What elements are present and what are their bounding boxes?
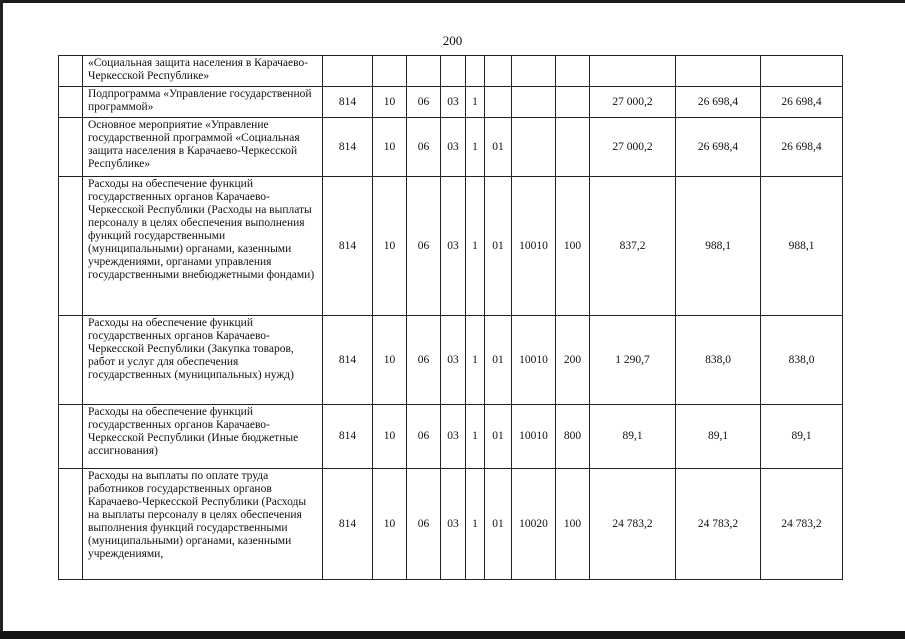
subsection-code xyxy=(407,56,441,87)
program-code: 03 xyxy=(441,177,466,316)
table-row xyxy=(59,316,843,405)
ministry-code: 814 xyxy=(323,469,373,580)
amount-1: 89,1 xyxy=(590,405,676,469)
row-index-cell xyxy=(59,469,83,580)
amount-2: 838,0 xyxy=(676,316,761,405)
subprogram-code: 1 xyxy=(466,316,485,405)
subsection-code: 06 xyxy=(407,87,441,118)
event-code: 01 xyxy=(485,316,512,405)
amount-1: 24 783,2 xyxy=(590,469,676,580)
event-code xyxy=(485,87,512,118)
amount-3: 838,0 xyxy=(761,316,843,405)
section-code: 10 xyxy=(373,177,407,316)
direction-code: 10020 xyxy=(512,469,556,580)
direction-code: 10010 xyxy=(512,405,556,469)
table-row xyxy=(59,87,843,118)
direction-code xyxy=(512,87,556,118)
row-name: Расходы на выплаты по оплате труда работников государственных органов Карачаево-Черкесской Республики (Расходы на выплаты персоналу в целях обеспечения выполнения функций государственными (муниципальными) органами, казенными учреждениями, xyxy=(83,469,323,580)
expense-type-code xyxy=(556,56,590,87)
budget-table xyxy=(58,55,843,580)
row-index-cell xyxy=(59,118,83,177)
ministry-code: 814 xyxy=(323,316,373,405)
amount-2: 988,1 xyxy=(676,177,761,316)
event-code: 01 xyxy=(485,469,512,580)
table-row xyxy=(59,405,843,469)
subprogram-code: 1 xyxy=(466,87,485,118)
ministry-code xyxy=(323,56,373,87)
amount-3: 26 698,4 xyxy=(761,87,843,118)
amount-1 xyxy=(590,56,676,87)
amount-2: 26 698,4 xyxy=(676,118,761,177)
page-number: 200 xyxy=(442,33,463,48)
row-name: Расходы на обеспечение функций государственных органов Карачаево-Черкесской Республики (Расходы на выплаты персоналу в целях обеспечения выполнения функций государственными (муниципальными) органами, казенными учреждениями, органами управления государственными внебюджетными фондами) xyxy=(83,177,323,316)
row-name: «Социальная защита населения в Карачаево-Черкесской Республике» xyxy=(83,56,323,87)
event-code: 01 xyxy=(485,177,512,316)
program-code: 03 xyxy=(441,87,466,118)
amount-3: 26 698,4 xyxy=(761,118,843,177)
direction-code xyxy=(512,118,556,177)
amount-2 xyxy=(676,56,761,87)
subprogram-code xyxy=(466,56,485,87)
direction-code: 10010 xyxy=(512,177,556,316)
expense-type-code: 200 xyxy=(556,316,590,405)
subprogram-code: 1 xyxy=(466,177,485,316)
subsection-code: 06 xyxy=(407,469,441,580)
program-code xyxy=(441,56,466,87)
row-index-cell xyxy=(59,316,83,405)
expense-type-code xyxy=(556,87,590,118)
section-code: 10 xyxy=(373,316,407,405)
amount-1: 27 000,2 xyxy=(590,118,676,177)
ministry-code: 814 xyxy=(323,118,373,177)
program-code: 03 xyxy=(441,405,466,469)
subprogram-code: 1 xyxy=(466,469,485,580)
amount-3 xyxy=(761,56,843,87)
program-code: 03 xyxy=(441,118,466,177)
expense-type-code: 100 xyxy=(556,469,590,580)
amount-3: 24 783,2 xyxy=(761,469,843,580)
amount-1: 1 290,7 xyxy=(590,316,676,405)
table-row xyxy=(59,469,843,580)
ministry-code: 814 xyxy=(323,405,373,469)
ministry-code: 814 xyxy=(323,177,373,316)
row-index-cell xyxy=(59,177,83,316)
amount-2: 26 698,4 xyxy=(676,87,761,118)
section-code xyxy=(373,56,407,87)
event-code: 01 xyxy=(485,118,512,177)
section-code: 10 xyxy=(373,87,407,118)
direction-code: 10010 xyxy=(512,316,556,405)
amount-3: 988,1 xyxy=(761,177,843,316)
scan-edge-bottom xyxy=(0,631,905,639)
ministry-code: 814 xyxy=(323,87,373,118)
table-row xyxy=(59,56,843,87)
row-index-cell xyxy=(59,405,83,469)
subsection-code: 06 xyxy=(407,316,441,405)
amount-2: 24 783,2 xyxy=(676,469,761,580)
scan-edge-top xyxy=(0,0,905,3)
amount-3: 89,1 xyxy=(761,405,843,469)
row-name: Подпрограмма «Управление государственной программой» xyxy=(83,87,323,118)
subsection-code: 06 xyxy=(407,177,441,316)
amount-2: 89,1 xyxy=(676,405,761,469)
direction-code xyxy=(512,56,556,87)
event-code: 01 xyxy=(485,405,512,469)
table-row xyxy=(59,118,843,177)
program-code: 03 xyxy=(441,469,466,580)
program-code: 03 xyxy=(441,316,466,405)
expense-type-code: 800 xyxy=(556,405,590,469)
subprogram-code: 1 xyxy=(466,118,485,177)
row-index-cell xyxy=(59,87,83,118)
expense-type-code: 100 xyxy=(556,177,590,316)
section-code: 10 xyxy=(373,469,407,580)
row-name: Расходы на обеспечение функций государственных органов Карачаево-Черкесской Республики (Закупка товаров, работ и услуг для обеспечения государственных (муниципальных) нужд) xyxy=(83,316,323,405)
section-code: 10 xyxy=(373,405,407,469)
expense-type-code xyxy=(556,118,590,177)
subsection-code: 06 xyxy=(407,118,441,177)
amount-1: 27 000,2 xyxy=(590,87,676,118)
scan-edge-left xyxy=(0,0,3,639)
amount-1: 837,2 xyxy=(590,177,676,316)
row-name: Расходы на обеспечение функций государственных органов Карачаево-Черкесской Республики (Иные бюджетные ассигнования) xyxy=(83,405,323,469)
subsection-code: 06 xyxy=(407,405,441,469)
row-index-cell xyxy=(59,56,83,87)
subprogram-code: 1 xyxy=(466,405,485,469)
event-code xyxy=(485,56,512,87)
row-name: Основное мероприятие «Управление государственной программой «Социальная защита населения в Карачаево-Черкесской Республике» xyxy=(83,118,323,177)
table-row xyxy=(59,177,843,316)
section-code: 10 xyxy=(373,118,407,177)
